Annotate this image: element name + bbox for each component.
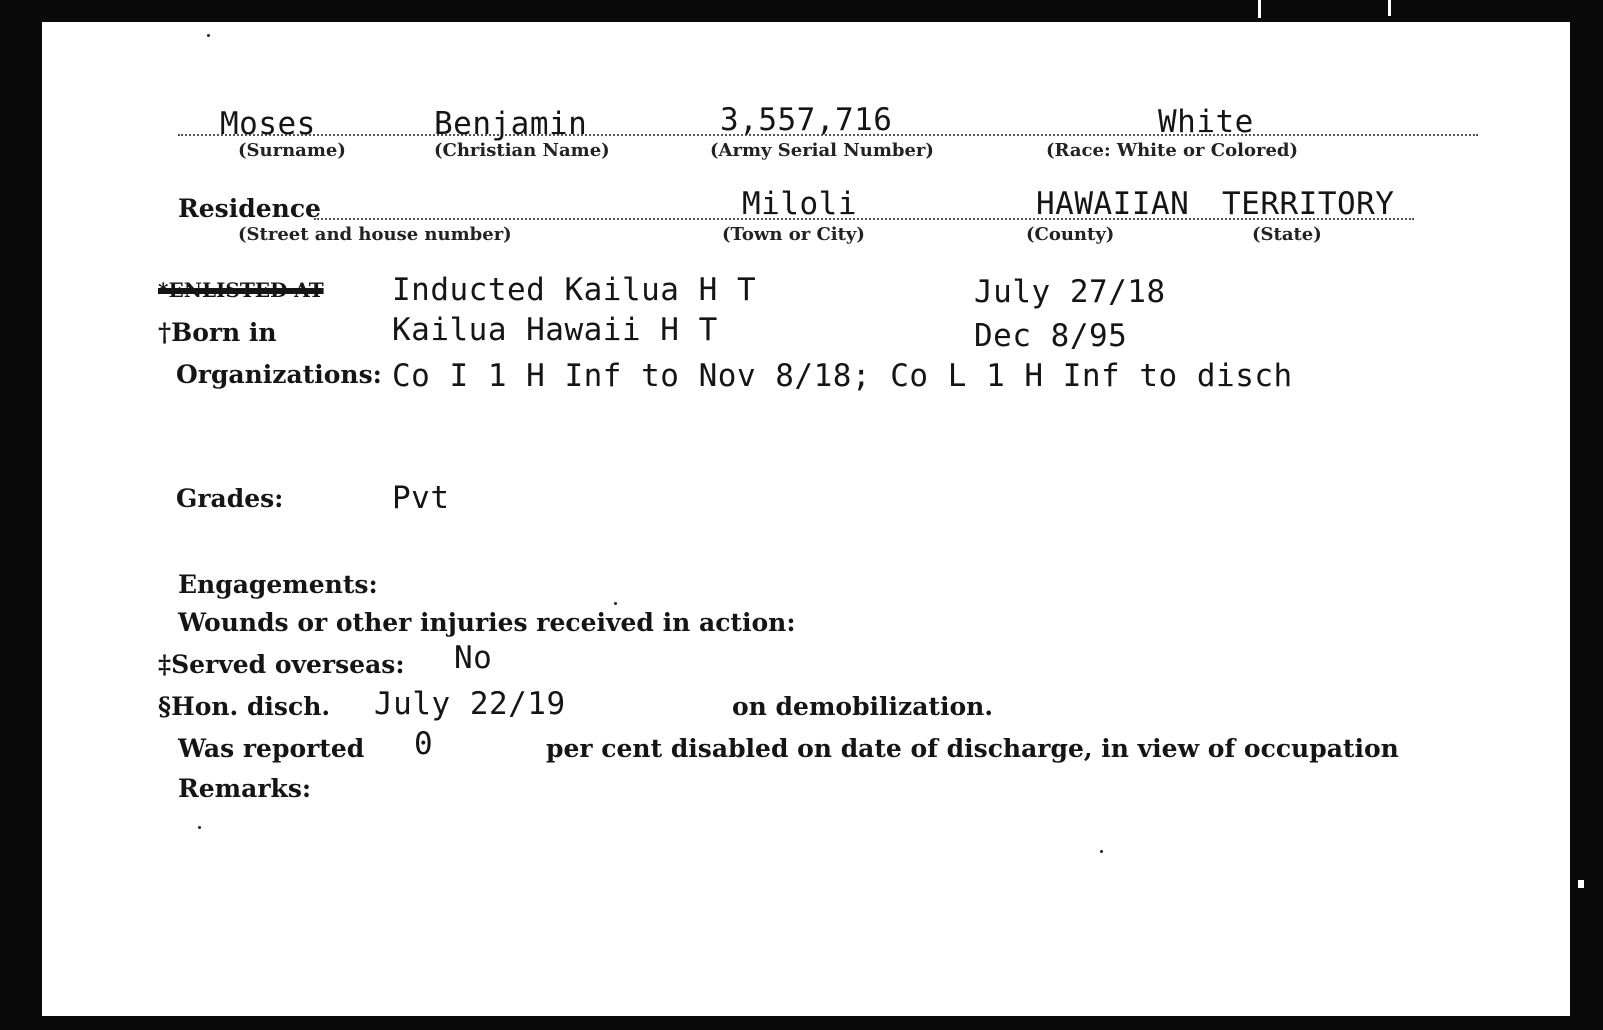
enlisted-struck-label [158,278,324,302]
born-in-label: †Born in [158,318,277,347]
scan-speck [198,826,201,829]
scan-speck [614,602,617,605]
surname-caption: (Surname) [238,140,346,161]
christian-name-caption: (Christian Name) [434,140,610,161]
disability-percent-value: 0 [414,726,434,762]
county-caption: (County) [1026,224,1115,245]
served-overseas-label: ‡Served overseas: [158,650,405,679]
discharge-suffix: on demobilization. [732,692,994,721]
town-value: Miloli [742,186,857,222]
enlistment-place-value: Inducted Kailua H T [392,272,757,308]
enlistment-date-value: July 27/18 [974,274,1166,310]
organizations-value: Co I 1 H Inf to Nov 8/18; Co L 1 H Inf to disch [392,358,1293,394]
scan-edge-mark [1388,0,1391,16]
street-caption: (Street and house number) [238,224,512,245]
birth-date-value: Dec 8/95 [974,318,1128,354]
town-caption: (Town or City) [722,224,865,245]
scan-edge-mark [1258,0,1261,18]
county-value: HAWAIIAN [1036,186,1190,222]
residence-label: Residence [178,194,321,223]
race-value: White [1158,104,1254,140]
scan-edge-mark [1578,880,1584,888]
remarks-label: Remarks: [178,774,312,803]
disability-label: Was reported [178,734,365,763]
organizations-label: Organizations: [176,360,382,389]
engagements-label: Engagements: [178,570,378,599]
race-caption: (Race: White or Colored) [1046,140,1299,161]
grades-label: Grades: [176,484,284,513]
grades-value: Pvt [392,480,450,516]
state-caption: (State) [1252,224,1322,245]
served-overseas-value: No [454,640,493,676]
service-record-card [42,22,1570,1016]
surname-value: Moses [220,106,316,142]
serial-number-value: 3,557,716 [720,102,893,138]
birth-place-value: Kailua Hawaii H T [392,312,718,348]
wounds-label: Wounds or other injuries received in action: [178,608,796,637]
christian-name-value: Benjamin [434,106,588,142]
discharge-date-value: July 22/19 [374,686,566,722]
discharge-label: §Hon. disch. [158,692,331,721]
serial-number-caption: (Army Serial Number) [710,140,934,161]
disability-suffix: per cent disabled on date of discharge, in view of occupation [546,734,1399,763]
scan-speck [207,34,210,37]
enlisted-struck-text: *ENLISTED AT [158,278,324,302]
scan-speck [1100,850,1103,853]
state-value: TERRITORY [1222,186,1395,222]
